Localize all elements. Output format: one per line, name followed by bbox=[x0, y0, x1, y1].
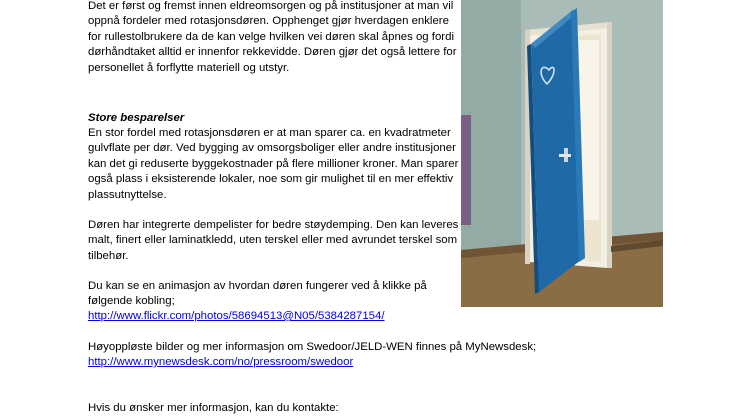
contact-paragraph: Hvis du ønsker mer informasjon, kan du kontakte: bbox=[88, 402, 339, 414]
animation-link[interactable]: http://www.flickr.com/photos/58694513@N05/5384287154/ bbox=[88, 310, 385, 322]
door-photo bbox=[461, 0, 663, 307]
animation-paragraph: Du kan se en animasjon av hvordan døren fungerer ved å klikke på følgende kobling; bbox=[88, 280, 427, 308]
mynewsdesk-paragraph: Høyoppløste bilder og mer informasjon om Swedoor/JELD-WEN finnes på MyNewsdesk; bbox=[88, 341, 537, 353]
savings-paragraph: En stor fordel med rotasjonsdøren er at man sparer ca. en kvadratmeter gulvflate per dør. Ved bygging av omsorgsboliger eller andre institusjoner kan det gi reduserte byggekostnader på flere millioner kroner. Man sparer også plass i eksisterende lokaler, noe som gir mulighet til en mer effektiv plassutnyttelse. bbox=[88, 127, 459, 201]
section-heading: Store besparelser bbox=[88, 112, 185, 124]
damping-paragraph: Døren har integrerte dempelister for bedre støydemping. Den kan leveres malt, finert eller laminatkledd, uten terskel eller med avrundet terskel som tilbehør. bbox=[88, 219, 459, 262]
intro-paragraph: Det er først og fremst innen eldreomsorgen og på institusjoner at man vil oppnå fordeler med rotasjonsdøren. Opphenget gjør hverdagen enklere for rullestolbrukere da de kan velge hvilken vei døren skal åpnes og fordi dørhåndtaket alltid er innenfor rekkevidde. Døren gjør det også lettere for personellet å forflytte materiell og utstyr. bbox=[88, 0, 457, 74]
mynewsdesk-link[interactable]: http://www.mynewsdesk.com/no/pressroom/swedoor bbox=[88, 356, 354, 368]
